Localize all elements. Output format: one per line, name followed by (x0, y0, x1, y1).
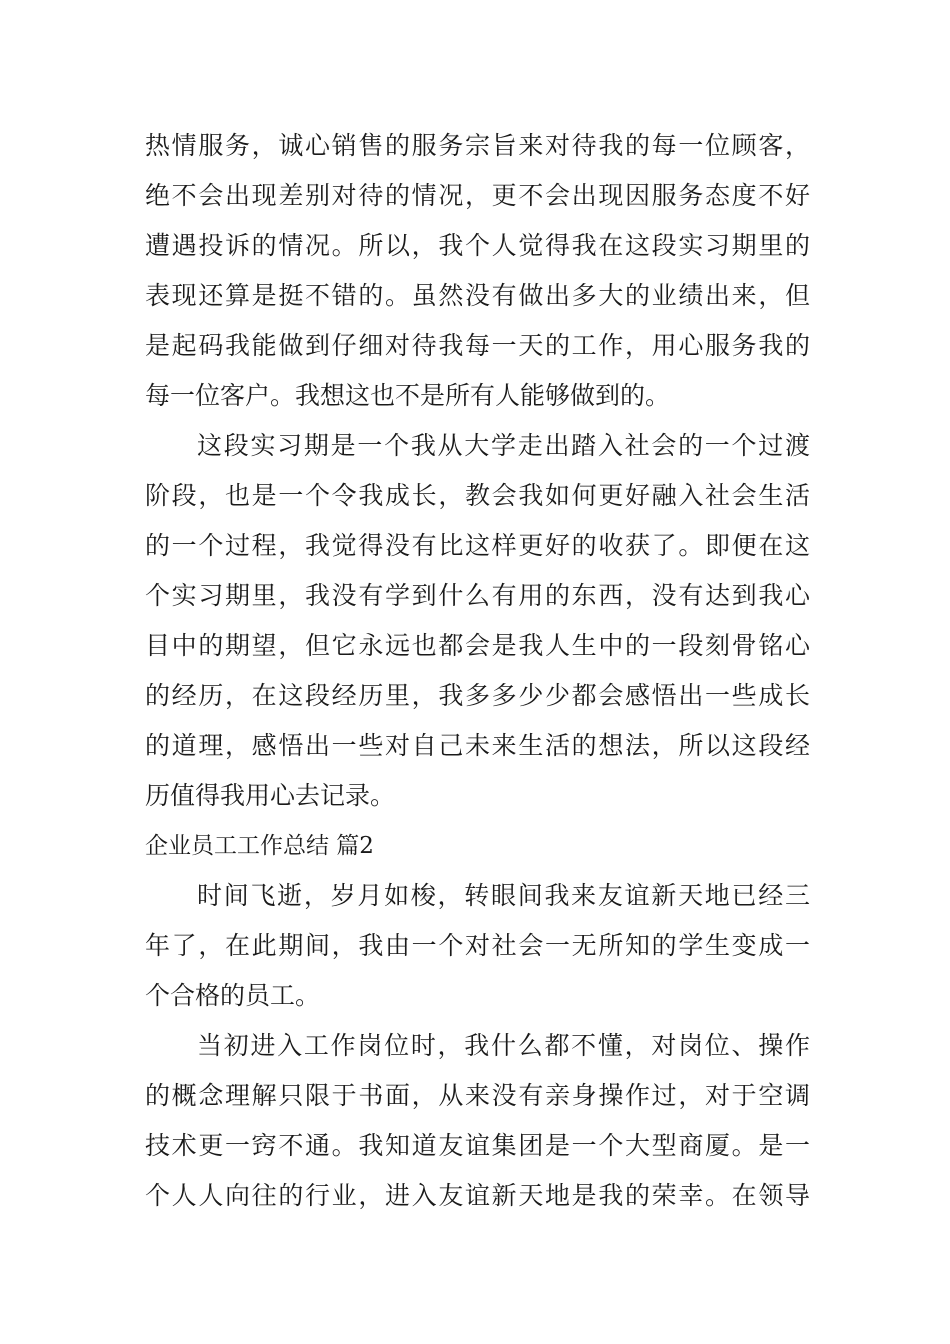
text-line: 是起码我能做到仔细对待我每一天的工作，用心服务我的 (145, 331, 810, 360)
paragraph-1 (145, 121, 810, 421)
text-line: 遭遇投诉的情况。所以，我个人觉得我在这段实习期里的 (145, 231, 810, 260)
text-line: 的一个过程，我觉得没有比这样更好的收获了。即便在这 (145, 531, 810, 560)
paragraph-3 (145, 871, 810, 1021)
paragraph-2 (145, 421, 810, 821)
text-line: 年了，在此期间，我由一个对社会一无所知的学生变成一 (145, 931, 810, 960)
text-line: 热情服务，诚心销售的服务宗旨来对待我的每一位顾客， (145, 131, 810, 160)
text-line: 的经历，在这段经历里，我多多少少都会感悟出一些成长 (145, 681, 810, 710)
text-line: 的道理，感悟出一些对自己未来生活的想法，所以这段经 (145, 731, 810, 760)
text-line: 目中的期望，但它永远也都会是我人生中的一段刻骨铭心 (145, 631, 810, 660)
text-line: 的概念理解只限于书面，从来没有亲身操作过，对于空调 (145, 1081, 810, 1110)
text-line: 表现还算是挺不错的。虽然没有做出多大的业绩出来，但 (145, 281, 810, 310)
document-body (145, 121, 810, 1221)
text-line: 每一位客户。我想这也不是所有人能够做到的。 (145, 381, 671, 410)
text-line: 绝不会出现差别对待的情况，更不会出现因服务态度不好 (145, 181, 810, 210)
text-line: 历值得我用心去记录。 (145, 781, 396, 810)
text-line: 个人人向往的行业，进入友谊新天地是我的荣幸。在领导 (145, 1181, 810, 1210)
text-line: 技术更一窍不通。我知道友谊集团是一个大型商厦。是一 (145, 1131, 810, 1160)
text-line: 时间飞逝，岁月如梭，转眼间我来友谊新天地已经三 (197, 881, 810, 910)
text-line: 个合格的员工。 (145, 981, 321, 1010)
text-line: 当初进入工作岗位时，我什么都不懂，对岗位、操作 (197, 1031, 810, 1060)
text-line: 阶段，也是一个令我成长，教会我如何更好融入社会生活 (145, 481, 810, 510)
section-heading: 企业员工工作总结 篇2 (145, 833, 374, 859)
paragraph-4 (145, 1021, 810, 1221)
text-line: 个实习期里，我没有学到什么有用的东西，没有达到我心 (145, 581, 810, 610)
text-line: 这段实习期是一个我从大学走出踏入社会的一个过渡 (197, 431, 810, 460)
